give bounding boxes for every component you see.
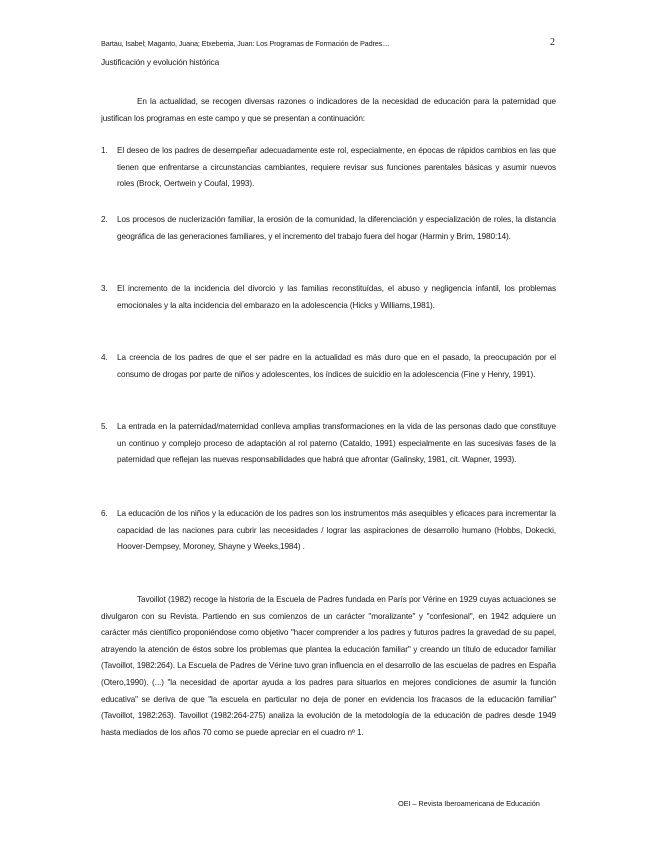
- list-item-text: La educación de los niños y la educación de los padres son los instrumentos más asequibles y eficaces para incrementar la capacidad de las naciones para cubrir las necesidades / lograr las aspiraciones de desarrollo humano (Hobbs, Dokecki, Hoover-Dempsey, Moroney, Shayne y Weeks,1984) .: [117, 509, 556, 552]
- list-item-number: 1.: [101, 146, 108, 155]
- closing-text: Tavoillot (1982) recoge la historia de la Escuela de Padres fundada en París por Vérine en 1929 cuyas actuaciones se divulgaron con su Revista. Partiendo en sus comienzos de un carácter "moralizante" y "confesional", en 1942 adquiere un carácter más científico proponiéndose como objetivo "hacer comprender a los padres y futuros padres la gravedad de su papel, atrayendo la atención de éstos sobre los problemas que plantea la educación familiar" y creando un título de educador familiar (Tavoillot, 1982:264). La Escuela de Padres de Vérine tuvo gran influencia en el desarrollo de las escuelas de padres en España (Otero,1990). (...) "la necesidad de aportar ayuda a los padres para situarlos en mejores condiciones de asumir la función educativa" se deriva de que "la escuela en particular no deja de poner en evidencia los fracasos de la educación familiar" (Tavoillot, 1982:263). Tavoillot (1982:264-275) analiza la evolución de la metodología de la educación de padres desde 1949 hasta mediados de los años 70 como se puede apreciar en el cuadro nº 1.: [101, 595, 556, 737]
- list-item: [101, 419, 556, 469]
- reason-list: [101, 281, 556, 314]
- reason-list: [101, 143, 556, 193]
- reason-list: [101, 419, 556, 469]
- list-item: [101, 350, 556, 383]
- list-item-text: Los procesos de nuclerización familiar, la erosión de la comunidad, la diferenciación y especialización de roles, la distancia geográfica de las generaciones familiares, y el incremento del trabajo fuera del hogar (Harmin y Brim, 1980:14).: [117, 215, 556, 241]
- list-item-number: 4.: [101, 353, 108, 362]
- list-item-number: 3.: [101, 284, 108, 293]
- list-item: [101, 212, 556, 245]
- intro-paragraph: [101, 94, 556, 127]
- running-header: Bartau, Isabel; Maganto, Juana; Etxeberria, Juan: Los Programas de Formación de Padres....: [101, 39, 390, 48]
- list-item-text: El incremento de la incidencia del divorcio y las familias reconstituídas, el abuso y negligencia infantil, los problemas emocionales y la alta incidencia del embarazo en la adolescencia (Hicks y Williams,1981).: [117, 284, 556, 310]
- page-number: 2: [550, 37, 555, 48]
- list-item-number: 2.: [101, 215, 108, 224]
- list-item-number: 6.: [101, 509, 108, 518]
- reason-list: [101, 212, 556, 245]
- list-item-text: La entrada en la paternidad/maternidad conlleva amplias transformaciones en la vida de las personas dado que constituye un continuo y complejo proceso de adaptación al rol paterno (Cataldo, 1991) especialmente en las sucesivas fases de la paternidad que reflejan las nuevas responsabilidades que habrá que afrontar (Galinsky, 1981, cit. Wapner, 1993).: [117, 422, 556, 465]
- closing-paragraph: [101, 592, 556, 741]
- list-item: [101, 143, 556, 193]
- list-item-text: El deseo de los padres de desempeñar adecuadamente este rol, especialmente, en épocas de rápidos cambios en las que tienen que enfrentarse a circunstancias cambiantes, requiere revisar sus funciones parentales básicas y asumir nuevos roles (Brock, Oertwein y Coufal, 1993).: [117, 146, 556, 189]
- list-item-text: La creencia de los padres de que el ser padre en la actualidad es más duro que en el pasado, la preocupación por el consumo de drogas por parte de niños y adolescentes, los índices de suicidio en la adolescencia (Fine y Henry, 1991).: [117, 353, 556, 379]
- reason-list: [101, 350, 556, 383]
- list-item: [101, 281, 556, 314]
- page-footer: OEI – Revista Iberoamericana de Educación: [398, 799, 540, 808]
- intro-text: En la actualidad, se recogen diversas razones o indicadores de la necesidad de educación para la paternidad que justifican los programas en este campo y que se presentan a continuación:: [101, 97, 556, 123]
- reason-list: [101, 506, 556, 556]
- section-title: Justificación y evolución histórica: [101, 57, 220, 67]
- list-item-number: 5.: [101, 422, 108, 431]
- list-item: [101, 506, 556, 556]
